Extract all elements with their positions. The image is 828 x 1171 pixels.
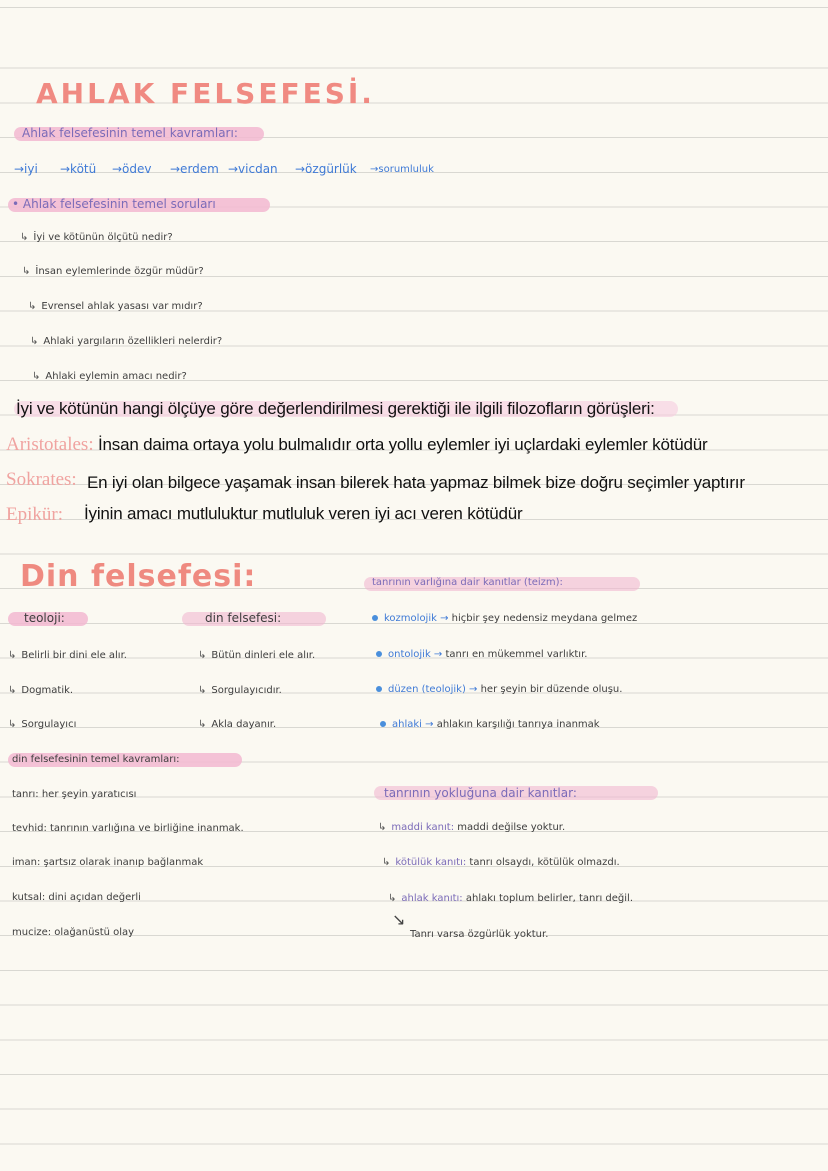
nonexistence-note: Tanrı varsa özgürlük yoktur. [410,929,549,940]
section-title: Din felsefesi: [20,559,257,594]
question-text: Evrensel ahlak yasası var mıdır? [41,301,203,312]
questions-heading: • Ahlak felsefesinin temel soruları [12,197,216,211]
dinfel-heading: din felsefesi: [205,611,282,625]
existence-name: kozmolojik → [384,613,449,624]
question-text: Ahlaki eylemin amacı nedir? [45,371,187,382]
din-concepts-heading: din felsefesinin temel kavramları: [12,754,180,765]
question-item: ↳ İnsan eylemlerinde özgür müdür? [22,266,204,277]
down-arrow-icon: ↘ [392,910,406,929]
existence-text: her şeyin bir düzende oluşu. [480,684,623,695]
dinfel-item-text: Bütün dinleri ele alır. [211,650,316,661]
existence-item [372,614,637,624]
teoloji-item: ↳ Belirli bir dini ele alır. [8,650,127,661]
question-item: ↳ Evrensel ahlak yasası var mıdır? [28,301,203,312]
concepts-heading: Ahlak felsefesinin temel kavramları: [22,126,238,140]
dinfel-item: ↳ Akla dayanır. [198,719,277,730]
question-text: Ahlaki yargıların özellikleri nelerdir? [43,336,223,347]
teoloji-item-text: Belirli bir dini ele alır. [21,650,127,661]
existence-item [380,720,600,730]
question-item: ↳ İyi ve kötünün ölçütü nedir? [20,232,173,243]
philosopher-view: İyinin amacı mutluluktur mutluluk veren iyi acı veren kötüdür [84,504,523,523]
concept-item: →ödev [112,162,152,176]
din-concept: iman: şartsız olarak inanıp bağlanmak [12,857,204,868]
nonexistence-item: ↳ ahlak kanıtı: ahlakı toplum belirler, tanrı değil. [388,893,634,904]
nonexistence-text: ahlakı toplum belirler, tanrı değil. [465,893,634,904]
question-item: ↳ Ahlaki eylemin amacı nedir? [32,371,187,382]
existence-text: ahlakın karşılığı tanrıya inanmak [436,719,600,730]
nonexistence-text: tanrı olsaydı, kötülük olmazdı. [469,857,620,868]
concept-item: →erdem [170,162,219,176]
din-concept: tevhid: tanrının varlığına ve birliğine inanmak. [12,823,244,834]
philosopher-name: Epikür: [6,504,63,525]
nonexistence-item: ↳ kötülük kanıtı: tanrı olsaydı, kötülük olmazdı. [382,857,620,868]
existence-name: düzen (teolojik) → [388,684,478,695]
philosopher-view: En iyi olan bilgece yaşamak insan bilerek hata yapmaz bilmek bize doğru seçimler yaptırır [87,473,745,492]
concept-item: →iyi [14,162,38,176]
nonexistence-heading: tanrının yokluğuna dair kanıtlar: [384,786,577,800]
page-title: AHLAK FELSEFESİ. [36,77,375,110]
teoloji-item: ↳ Dogmatik. [8,685,74,696]
nonexistence-name: kötülük kanıtı: [395,857,467,868]
existence-text: tanrı en mükemmel varlıktır. [445,649,588,660]
existence-text: hiçbir şey nedensiz meydana gelmez [451,613,638,624]
nonexistence-text: maddi değilse yoktur. [457,822,566,833]
existence-heading: tanrının varlığına dair kanıtlar (teizm): [372,577,563,588]
philosopher-name: Sokrates: [6,469,77,490]
concept-item: →özgürlük [295,162,357,176]
bullet-icon [376,686,382,692]
din-concept: kutsal: dini açıdan değerli [12,892,141,903]
dinfel-item: ↳ Bütün dinleri ele alır. [198,650,316,661]
din-concept: mucize: olağanüstü olay [12,927,135,938]
existence-item [376,650,587,660]
teoloji-heading: teoloji: [24,611,65,625]
teoloji-item-text: Sorgulayıcı [21,719,77,730]
teoloji-item: ↳ Sorgulayıcı [8,719,77,730]
concept-item: →vicdan [228,162,278,176]
philosophers-heading: İyi ve kötünün hangi ölçüye göre değerlendirilmesi gerektiği ile ilgili filozofların görüşleri: [16,399,655,418]
din-concept: tanrı: her şeyin yaratıcısı [12,789,137,800]
bullet-icon [376,651,382,657]
existence-name: ontolojik → [388,649,443,660]
existence-item [376,685,622,695]
question-text: İyi ve kötünün ölçütü nedir? [33,232,173,243]
nonexistence-name: ahlak kanıtı: [401,893,463,904]
nonexistence-name: maddi kanıt: [391,822,455,833]
bullet-icon [380,721,386,727]
concept-item: →kötü [60,162,97,176]
bullet-icon [372,615,378,621]
question-text: İnsan eylemlerinde özgür müdür? [35,266,204,277]
philosopher-view: İnsan daima ortaya yolu bulmalıdır orta yollu eylemler iyi uçlardaki eylemler kötüdür [98,435,708,454]
concept-item: →sorumluluk [370,164,434,175]
question-item: ↳ Ahlaki yargıların özellikleri nelerdir? [30,336,223,347]
philosopher-name: Aristotales: [6,434,94,455]
existence-name: ahlaki → [392,719,434,730]
dinfel-item-text: Sorgulayıcıdır. [211,685,282,696]
nonexistence-item: ↳ maddi kanıt: maddi değilse yoktur. [378,822,566,833]
dinfel-item-text: Akla dayanır. [211,719,277,730]
teoloji-item-text: Dogmatik. [21,685,74,696]
dinfel-item: ↳ Sorgulayıcıdır. [198,685,282,696]
